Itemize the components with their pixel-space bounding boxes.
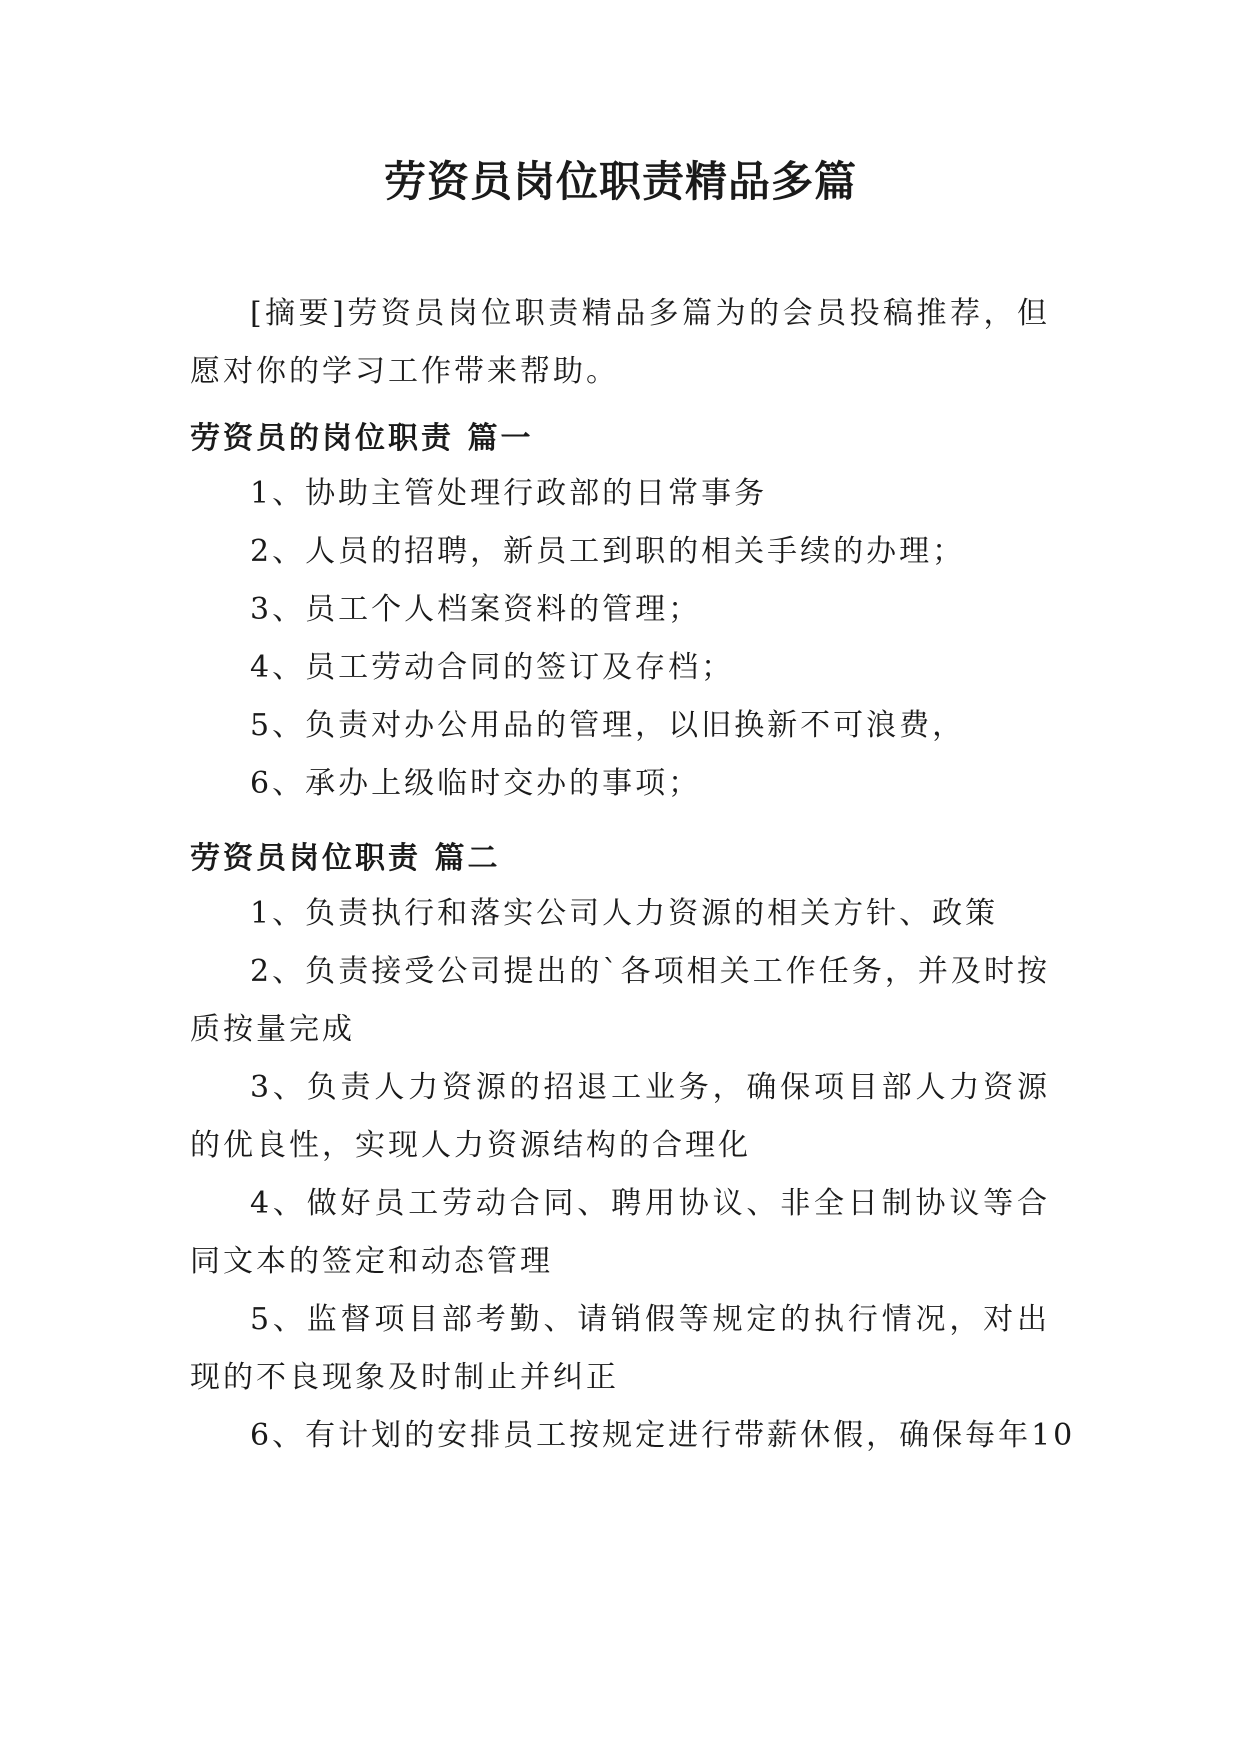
- list-item: 1、负责执行和落实公司人力资源的相关方针、政策: [250, 896, 999, 931]
- document-title: 劳资员岗位职责精品多篇: [383, 157, 857, 206]
- section-2-list: [190, 885, 1076, 1465]
- section-heading-2: 劳资员岗位职责 篇二: [190, 841, 501, 876]
- list-item: 2、人员的招聘，新员工到职的相关手续的办理；: [250, 534, 966, 569]
- list-item: 1、协助主管处理行政部的日常事务: [250, 476, 768, 511]
- section-heading-1: 劳资员的岗位职责 篇一: [190, 421, 534, 456]
- list-item: 3、负责人力资源的招退工业务，确保项目部人力资源的优良性，实现人力资源结构的合理化: [190, 1070, 1050, 1163]
- section-1-list: [190, 465, 1050, 813]
- list-item: 6、承办上级临时交办的事项；: [250, 766, 702, 801]
- list-item: 6、有计划的安排员工按规定进行带薪休假，确保每年10: [250, 1418, 1076, 1453]
- list-item: 2、负责接受公司提出的`各项相关工作任务，并及时按质按量完成: [190, 954, 1050, 1047]
- list-item: 5、监督项目部考勤、请销假等规定的执行情况，对出现的不良现象及时制止并纠正: [190, 1302, 1050, 1395]
- list-item: 4、员工劳动合同的签订及存档；: [250, 650, 735, 685]
- abstract-paragraph: [摘要]劳资员岗位职责精品多篇为的会员投稿推荐，但愿对你的学习工作带来帮助。: [190, 296, 1050, 389]
- list-item: 3、员工个人档案资料的管理；: [250, 592, 702, 627]
- list-item: 5、负责对办公用品的管理，以旧换新不可浪费，: [250, 708, 966, 743]
- list-item: 4、做好员工劳动合同、聘用协议、非全日制协议等合同文本的签定和动态管理: [190, 1186, 1050, 1279]
